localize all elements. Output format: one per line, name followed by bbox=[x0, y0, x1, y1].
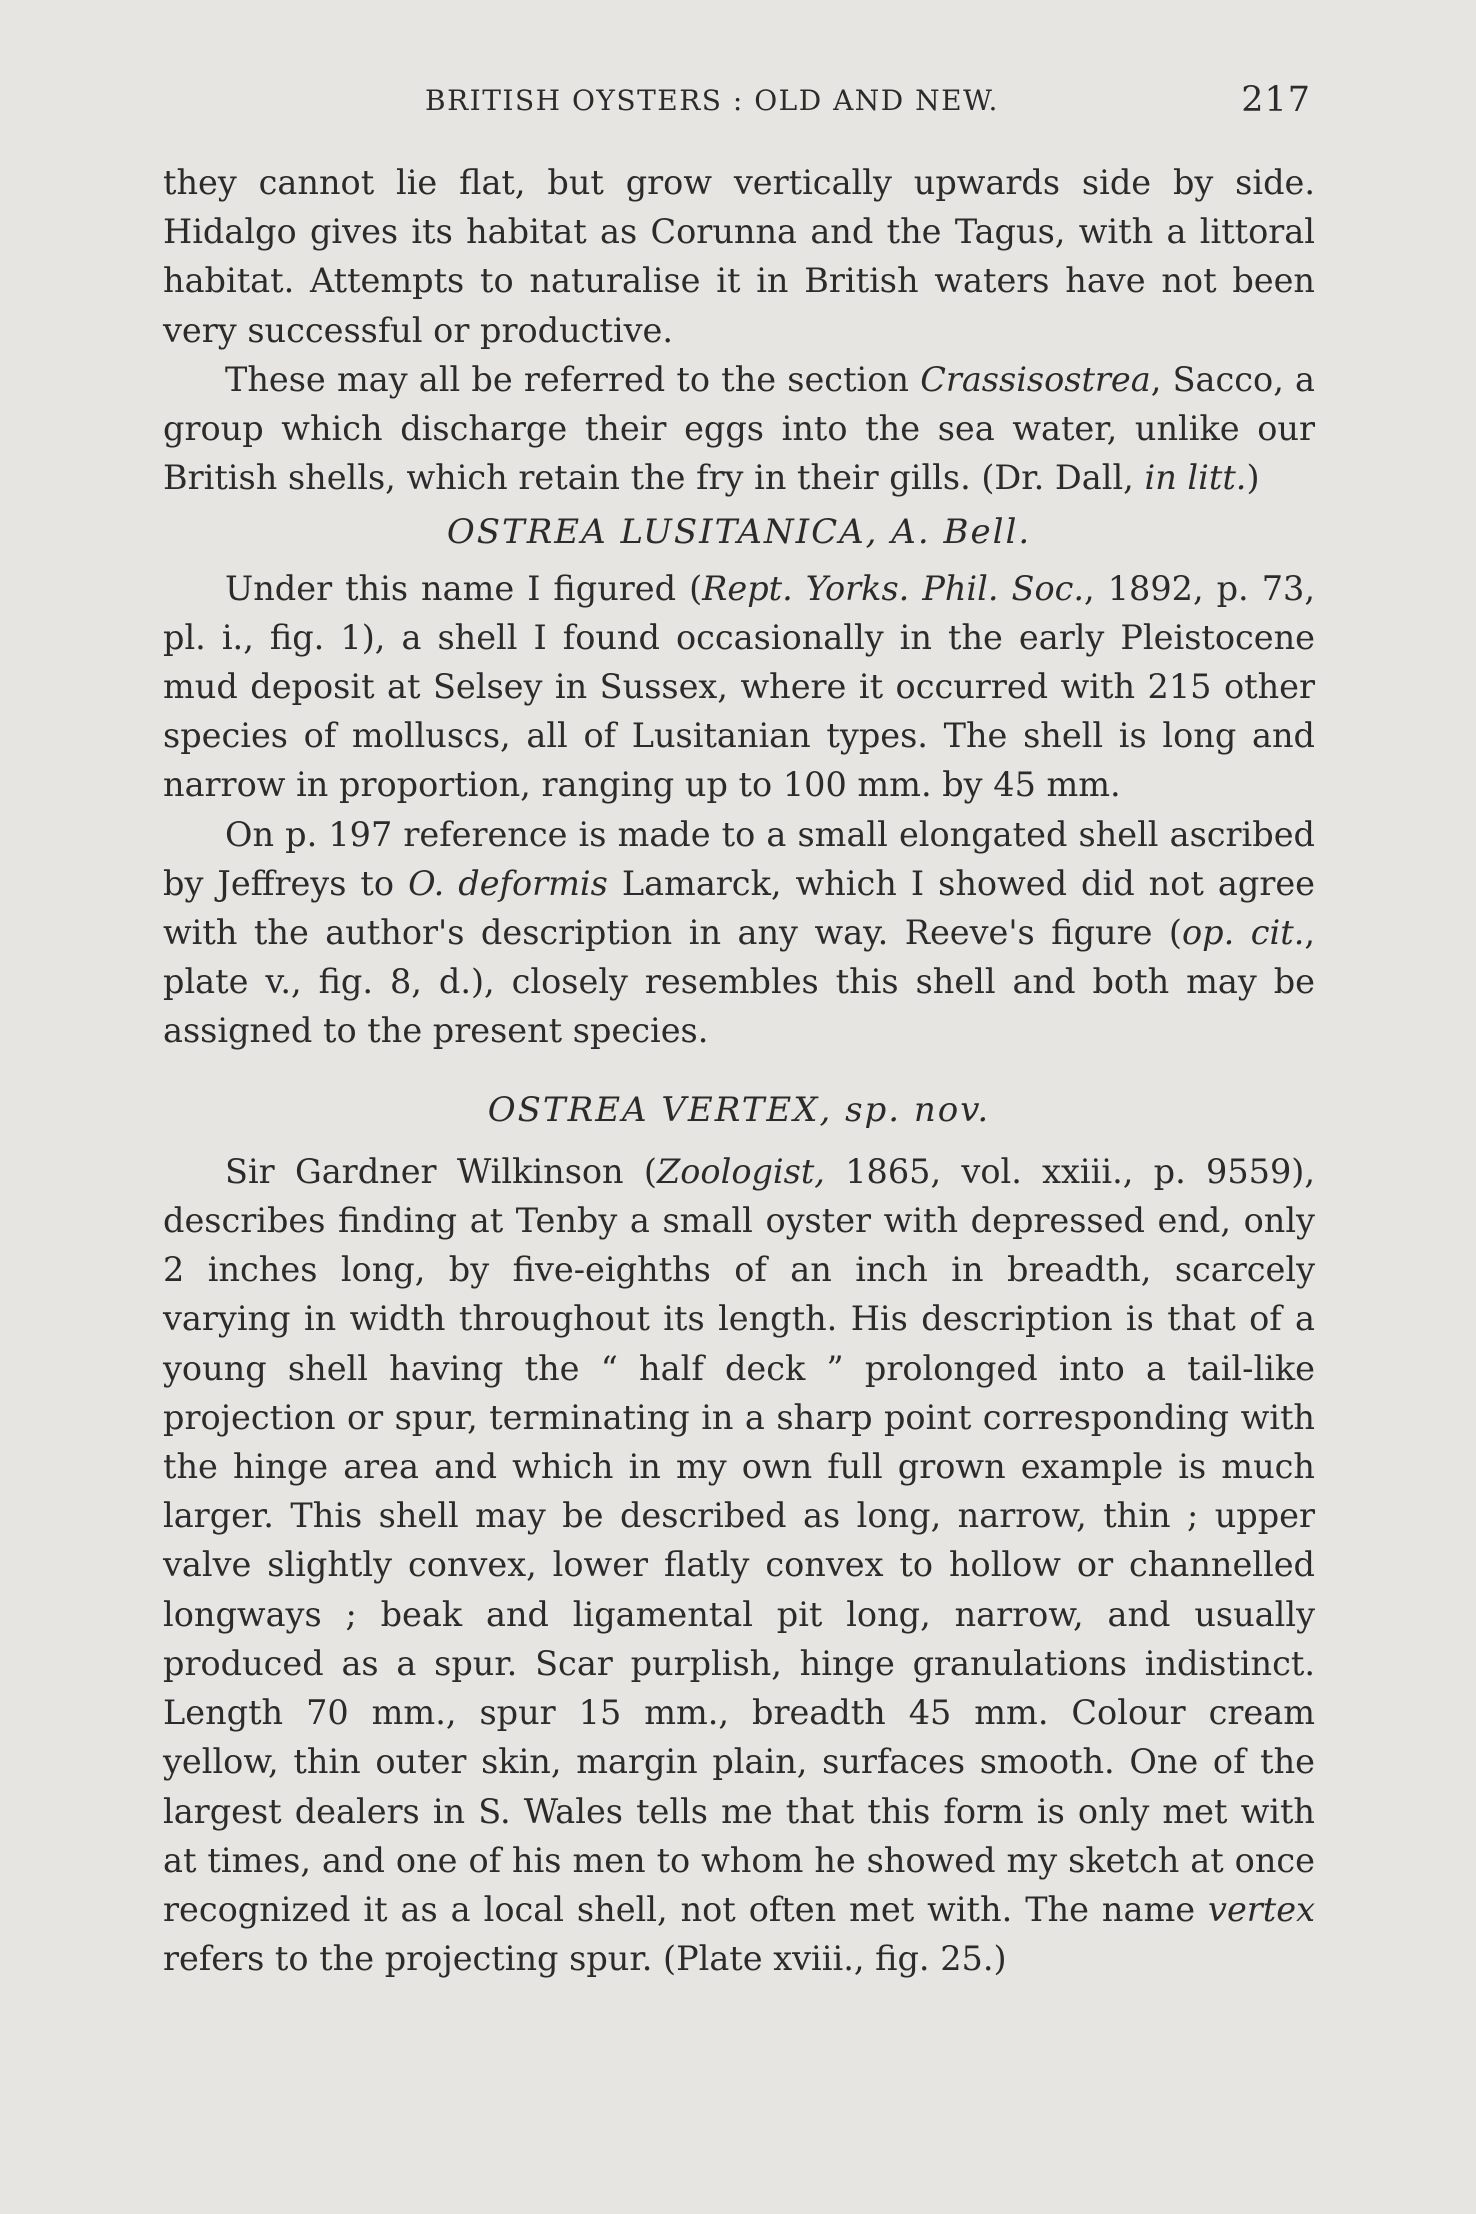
running-head: BRITISH OYSTERS : OLD AND NEW. bbox=[425, 84, 999, 117]
paragraph-continuation bbox=[163, 158, 1315, 355]
italic-text-run: OSTREA LUSITANICA, A. Bell. bbox=[446, 512, 1032, 553]
text-run: Lamarck, which I showed did not agree with the author's description in any way. Reeve's figure ( bbox=[163, 863, 1315, 953]
section-heading-ostrea-lusitanica bbox=[163, 508, 1315, 557]
text-run: they cannot lie flat, but grow vertically upwards side by side. Hidalgo gives its habitat as Corunna and the Tagus, with a littoral habitat. Attempts to naturalise it in British waters have not been very successful or productive. bbox=[163, 163, 1315, 350]
page-header bbox=[163, 80, 1313, 130]
text-run: Under this name I figured ( bbox=[225, 568, 703, 608]
page-number: 217 bbox=[1241, 80, 1311, 120]
paragraph-crassisostrea bbox=[163, 355, 1315, 503]
text-run: 1865, vol. xxiii., p. 9559), describes finding at Tenby a small oyster with depressed end, only 2 inches long, by five-eighths of an inch in breadth, scarcely varying in width throughout its length. His description is that of a young shell having the “ half deck ” prolonged into a tail-like projection or spur, terminating in a sharp point corresponding with the hinge area and which in my own full grown example is much larger. This shell may be described as long, narrow, thin ; upper valve slightly convex, lower flatly convex to hollow or channelled longways ; beak and ligamental pit long, narrow, and usually produced as a spur. Scar purplish, hinge granulations indistinct. Length 70 mm., spur 15 mm., breadth 45 mm. Colour cream yellow, thin outer skin, margin plain, surfaces smooth. One of the largest dealers in S. Wales tells me that this form is only met with at times, and one of his men to whom he showed my sketch at once recognized it as a local shell, not often met with. The name bbox=[163, 1151, 1315, 1929]
italic-text-run: O. deformis bbox=[408, 863, 608, 903]
text-run: These may all be referred to the section bbox=[225, 359, 921, 399]
italic-text-run: Rept. Yorks. Phil. Soc. bbox=[702, 568, 1085, 608]
paragraph-deformis-reference bbox=[163, 810, 1315, 1056]
text-run: ) bbox=[1246, 458, 1260, 498]
body-text bbox=[163, 158, 1315, 1983]
italic-text-run: Crassisostrea bbox=[920, 359, 1151, 399]
paragraph-lusitanica-description bbox=[163, 564, 1315, 810]
text-run: refers to the projecting spur. (Plate xviii., fig. 25.) bbox=[163, 1939, 1007, 1979]
italic-text-run: in litt. bbox=[1144, 458, 1247, 498]
italic-text-run: op. cit. bbox=[1182, 913, 1305, 953]
paragraph-vertex-description bbox=[163, 1147, 1315, 1983]
italic-text-run: Zoologist, bbox=[656, 1151, 825, 1191]
italic-text-run: vertex bbox=[1208, 1889, 1315, 1929]
text-run: , Sacco, a group which discharge their eggs into the sea water, unlike our British shells, which retain the fry in their gills. (Dr. Dall, bbox=[163, 359, 1316, 498]
text-run: Sir Gardner Wilkinson ( bbox=[225, 1151, 657, 1191]
text-run: On p. 197 reference is made to a small elongated shell ascribed by Jeffreys to bbox=[163, 814, 1315, 903]
text-run: , 1892, p. 73, pl. i., fig. 1), a shell I found occasionally in the early Pleistocene mud deposit at Selsey in Sussex, where it occurred with 215 other species of molluscs, all of Lusitanian types. The shell is long and narrow in proportion, ranging up to 100 mm. by 45 mm. bbox=[163, 568, 1315, 805]
section-heading-ostrea-vertex bbox=[163, 1086, 1315, 1135]
italic-text-run: OSTREA VERTEX, sp. nov. bbox=[487, 1089, 991, 1130]
text-run: , plate v., fig. 8, d.), closely resembles this shell and both may be assigned to the present species. bbox=[163, 913, 1315, 1051]
